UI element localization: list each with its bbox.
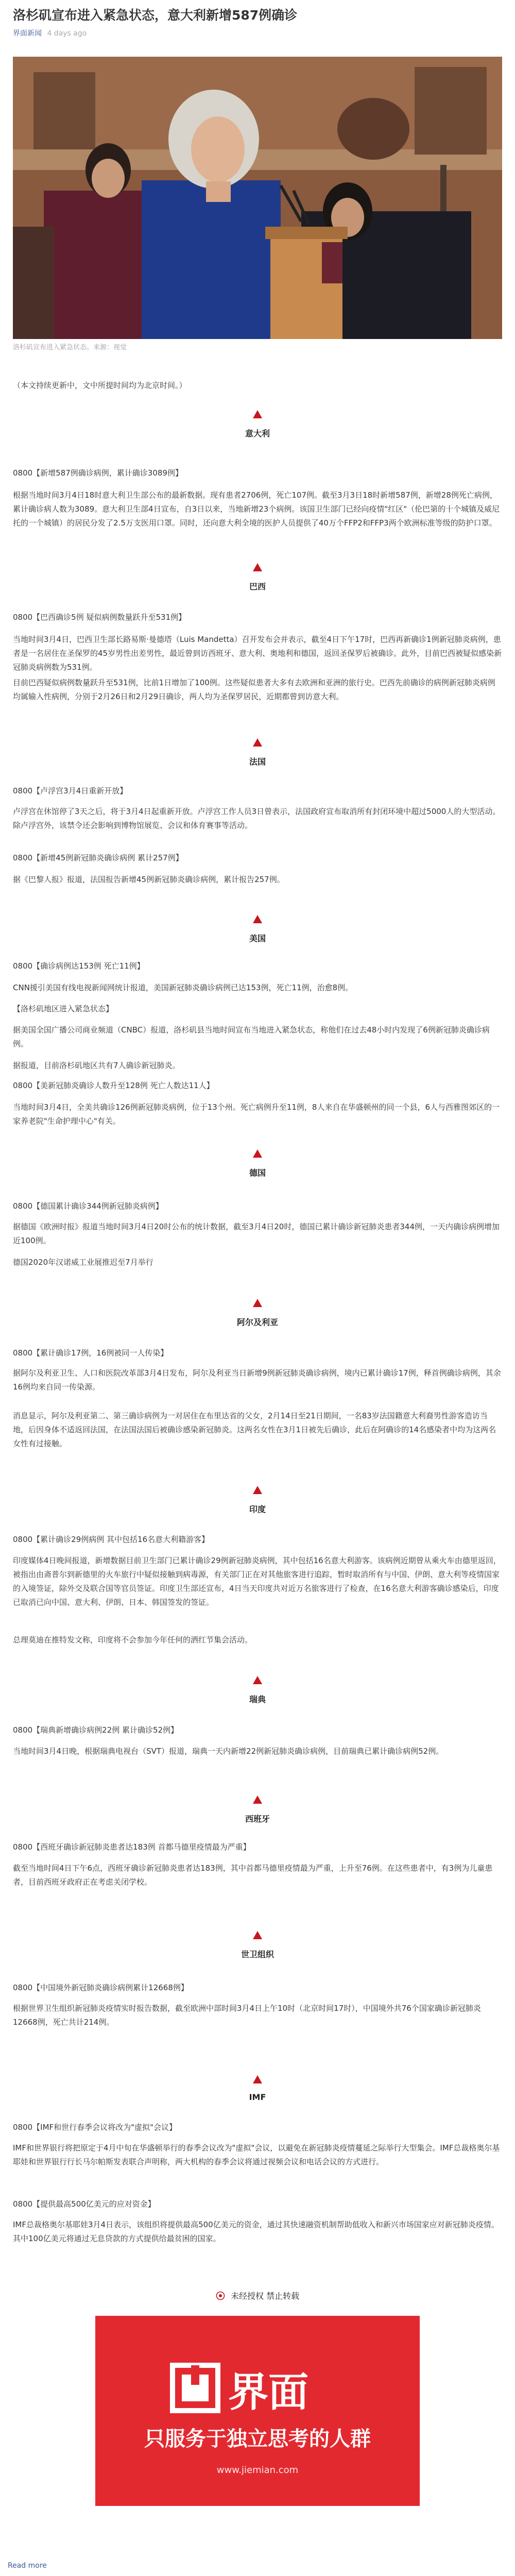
section-france [0, 738, 515, 767]
paragraph: 0800【美新冠肺炎确诊人数升至128例 死亡人数达11人】 [13, 1081, 214, 1090]
paragraph: CNN援引美国有线电视新闻网统计报道，美国新冠肺炎确诊病例已达153例，死亡11例，治愈8例。 [13, 983, 353, 992]
section-italy [0, 410, 515, 439]
paragraph: 【洛杉矶地区进入紧急状态】 [13, 1004, 114, 1013]
paragraph: 0800【德国累计确诊344例新冠肺炎病例】 [13, 1201, 163, 1211]
section-germany [0, 1149, 515, 1178]
paragraph: 当地时间3月4日晚，根据瑞典电视台（SVT）报道，瑞典一天内新增22例新冠肺炎确诊病例，目前瑞典已累计确诊病例52例。 [13, 1747, 444, 1756]
paragraph: 根据世界卫生组织新冠肺炎疫情实时报告数据，截至欧洲中部时间3月4日上午10时（北京时间17时），中国境外共76个国家确诊新冠肺炎12668例，死亡共计214例。 [13, 2004, 481, 2027]
paragraph: IMF总裁格奥尔基耶娃3月4日表示，该组织将提供最高500亿美元的资金，通过其快速融资机制帮助低收入和新兴市场国家应对新冠肺炎疫情。其中100亿美元将通过无息贷款的方式提供给最贫困的国家。 [13, 2220, 499, 2243]
paragraph: 据阿尔及利亚卫生、人口和医院改革部3月4日发布，阿尔及利亚当日新增9例新冠肺炎确诊病例，境内已累计确诊17例，释首例确诊病例，其余16例均来自同一传染源。 [13, 1368, 501, 1392]
paragraph: 卢浮宫在休馆停了3天之后，将于3月4日起重新开放。卢浮宫工作人员3日曾表示，法国政府宣布取消所有封闭环境中超过5000人的大型活动。除卢浮宫外，该禁令还会影响到博物馆展览、会议和体育赛事等活动。 [13, 807, 501, 830]
paragraph: IMF和世界银行将把原定于4月中旬在华盛顿举行的春季会议改为"虚拟"会议，以避免在新冠肺炎疫情蔓延之际举行大型集会。IMF总裁格奥尔基耶娃和世界银行行长马尔帕斯发表联合声明称，两大机构的春季会议将通过视频会议和电话会议的方式进行。 [13, 2143, 500, 2166]
paragraph: 0800【新增587例确诊病例，累计确诊3089例】 [13, 468, 183, 478]
paragraph: 据报道，目前洛杉矶地区共有7人确诊新冠肺炎。 [13, 1061, 180, 1070]
country-name: 美国 [249, 934, 266, 943]
country-name: 阿尔及利亚 [236, 1317, 278, 1327]
hero-photo [13, 57, 502, 339]
paragraph: 0800【新增45例新冠肺炎确诊病例 累计257例】 [13, 853, 183, 862]
red-triangle-icon [252, 1930, 263, 1940]
paragraph: 截至当地时间4日下午6点，西班牙确诊新冠肺炎患者达183例，其中首都马德里疫情最为严重，上升至76例。在这些患者中，有3例为儿童患者，目前西班牙政府正在考虑关闭学校。 [13, 1863, 493, 1887]
paragraph: 0800【中国境外新冠肺炎确诊病例累计12668例】 [13, 1983, 188, 1992]
red-triangle-icon [252, 2075, 263, 2084]
red-triangle-icon [252, 410, 263, 419]
paragraph: 0800【西班牙确诊新冠肺炎患者达183例 首都马德里疫情最为严重】 [13, 1842, 251, 1852]
country-name: IMF [249, 2092, 266, 2102]
no-reprint-notice: 未经授权 禁止转载 [0, 2290, 515, 2301]
article-meta [13, 28, 87, 38]
red-triangle-icon [252, 914, 263, 924]
jiemian-logo [95, 2316, 420, 2506]
svg-text:界面: 界面 [228, 2369, 309, 2416]
red-triangle-icon [252, 1298, 263, 1308]
section-usa [0, 914, 515, 944]
paragraph: 0800【累计确诊29例病例 其中包括16名意大利籍游客】 [13, 1535, 210, 1544]
red-triangle-icon [252, 738, 263, 747]
paragraph: 据《巴黎人报》报道，法国报告新增45例新冠肺炎确诊病例，累计报告257例。 [13, 875, 285, 884]
paragraph: 0800【累计确诊17例，16例被同一人传染】 [13, 1348, 168, 1358]
read-more-link[interactable]: Read more [8, 2562, 47, 2570]
red-triangle-icon [252, 1149, 263, 1158]
paragraph: 印度媒体4日晚间报道，新增数据目前卫生部门已累计确诊29例新冠肺炎病例，其中包括16名意大利游客。该病例近期曾从乘火车由德里返回，被指出由斋普尔到新德里的火车旅行中疑似接触到病毒源，有关部门正在对其他旅客进行追踪，暂时取消所有与中国、伊朗、意大利等疫情国家的入境签证，除外交及联合国等官员签证。印度卫生部还宣布，4日当天印度共对近万名旅客进行了检查，在16名意大利游客确诊感染后，印度已取消已向中国、意大利、伊朗、日本、韩国签发的签证。 [13, 1556, 501, 1607]
country-name: 西班牙 [245, 1814, 270, 1824]
red-triangle-icon [252, 563, 263, 572]
country-name: 瑞典 [249, 1694, 266, 1704]
section-spain [0, 1795, 515, 1824]
section-sweden [0, 1675, 515, 1705]
paragraph: 0800【提供最高500亿美元的应对资金】 [13, 2199, 156, 2209]
section-brazil [0, 563, 515, 592]
source-link[interactable]: 界面新闻 [13, 29, 42, 38]
paragraph: 目前巴西疑似病例数量跃升至531例，比前1日增加了100例。这些疑似患者大多有去欧洲和亚洲的旅行史。巴西先前确诊的病例新冠肺炎病例均属输入性病例，分别于2月26日和2月29日确诊，两人均为圣保罗居民，近期都曾到访意大利。 [13, 678, 495, 701]
red-triangle-icon [252, 1675, 263, 1685]
section-imf [0, 2075, 515, 2102]
paragraph: 0800【卢浮宫3月4日重新开放】 [13, 786, 128, 795]
paragraph: 消息显示，阿尔及利亚第二、第三确诊病例为一对居住在布里达省的父女，2月14日至21日期间，一名83岁法国籍意大利裔男性游客造访当地，后因身体不适返回法国，在法国法国后被确诊感染新冠肺炎。这两名女性在3月1日被先后确诊，此后在阿确诊的14名感染者中均为这两名女性有过接触。 [13, 1411, 496, 1448]
paragraph: 当地时间3月4日，巴西卫生部长路易斯·曼德塔（Luis Mandetta）召开发布会并表示，截至4日下午17时，巴西再新确诊1例新冠肺炎病例，患者是一名居住在圣保罗的45岁男性出差男性，最近曾到访西班牙、意大利、奥地利和德国，返回圣保罗后被确诊。此外，目前巴西被疑似感染新冠肺炎病例数为531例。 [13, 635, 502, 672]
publish-time: 4 days ago [47, 29, 87, 38]
country-name: 印度 [249, 1504, 266, 1514]
red-triangle-icon [252, 1485, 263, 1495]
jiemian-promo-banner[interactable] [95, 2316, 420, 2506]
article-title: 洛杉矶宣布进入紧急状态，意大利新增587例确诊 [13, 8, 298, 23]
copyright-icon [216, 2291, 225, 2300]
paragraph: 0800【确诊病例达153例 死亡11例】 [13, 961, 145, 971]
country-name: 法国 [249, 757, 266, 767]
country-name: 巴西 [249, 582, 266, 591]
paragraph: 当地时间3月4日，全美共确诊126例新冠肺炎病例，位于13个州。死亡病例升至11例，8人来自在华盛顿州的同一个县，6人与西雅图郊区的一家养老院"生命护理中心"有关。 [13, 1103, 500, 1126]
paragraph: 0800【IMF和世行春季会议将改为"虚拟"会议】 [13, 2123, 177, 2132]
country-name: 德国 [249, 1168, 266, 1178]
section-who [0, 1930, 515, 1960]
photo-caption: 洛杉矶宣布进入紧急状态。来源：视觉 [13, 344, 127, 351]
paragraph: 0800【瑞典新增确诊病例22例 累计确诊52例】 [13, 1725, 179, 1735]
section-india [0, 1485, 515, 1515]
section-algeria [0, 1298, 515, 1328]
svg-text:www.jiemian.com: www.jiemian.com [216, 2465, 299, 2476]
paragraph: 根据当地时间3月4日18时意大利卫生部公布的最新数据。现有患者2706例，死亡107例。截至3月3日18时新增587例，新增28例死亡病例，累计确诊病人数为3089。意大利卫生部4日宣布，自3日以来，当地新增23个病例。该国卫生部门已经向疫情"红区"（伦巴第的十个城镇及威尼托的一个城镇）的居民分发了2.5万支医用口罩。同时，还向意大利全境的医护人员提供了40万个FFP2和FFP3两个欧洲标准等级的防护口罩。 [13, 490, 500, 528]
country-name: 意大利 [245, 429, 270, 438]
paragraph: 0800【巴西确诊5例 疑似病例数量跃升至531例】 [13, 613, 186, 622]
country-name: 世卫组织 [241, 1950, 274, 1959]
paragraph: 德国2020年汉诺威工业展推迟至7月举行 [13, 1258, 153, 1267]
paragraph: 据德国《欧洲时报》报道当地时间3月4日20时公布的统计数据，截至3月4日20时，德国已累计确诊新冠肺炎患者344例，一天内确诊病例增加近100例。 [13, 1222, 500, 1245]
svg-text:只服务于独立思考的人群: 只服务于独立思考的人群 [144, 2427, 371, 2451]
paragraph: 据美国全国广播公司商业频道（CNBC）报道，洛杉矶县当地时间宣布当地进入紧急状态，称他们在过去48小时内发现了6例新冠肺炎确诊病例。 [13, 1025, 490, 1048]
paragraph: 总理莫迪在推特发文称，印度将不会参加今年任何的洒红节集会活动。 [13, 1635, 253, 1645]
red-triangle-icon [252, 1795, 263, 1804]
intro-note: （本文持续更新中，文中所提时间均为北京时间。） [13, 381, 187, 390]
